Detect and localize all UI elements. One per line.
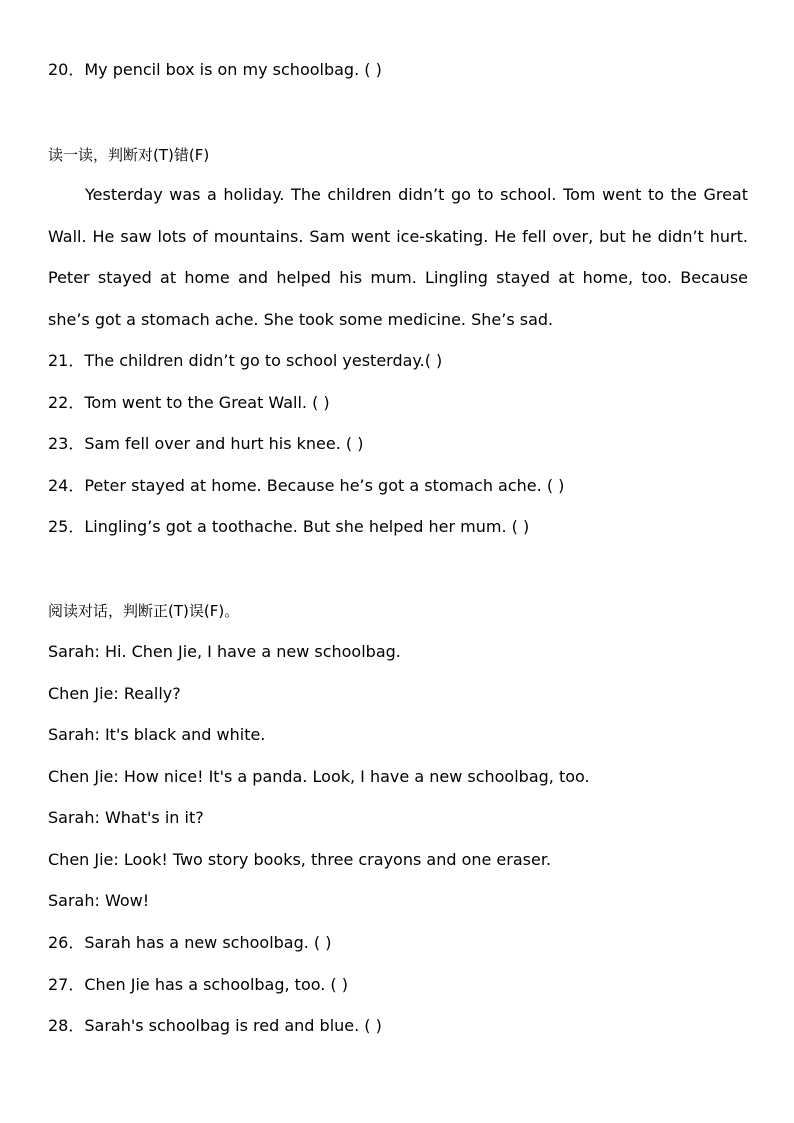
- dialogue-line: Sarah: Hi. Chen Jie, I have a new schoolbag.: [48, 642, 401, 661]
- dialogue-line: Chen Jie: Look! Two story books, three crayons and one eraser.: [48, 850, 552, 869]
- question-25: 25．Lingling’s got a toothache. But she helped her mum. ( ): [48, 517, 530, 536]
- question-22: 22．Tom went to the Great Wall. ( ): [48, 393, 330, 412]
- question-28: 28．Sarah's schoolbag is red and blue. ( ): [48, 1016, 382, 1035]
- question-23: 23．Sam fell over and hurt his knee. ( ): [48, 434, 364, 453]
- section-2-instruction: 阅读对话，判断正(T)误(F)。: [48, 602, 240, 620]
- dialogue-line: Sarah: What's in it?: [48, 808, 204, 827]
- question-27: 27．Chen Jie has a schoolbag, too. ( ): [48, 975, 348, 994]
- dialogue-line: Chen Jie: How nice! It's a panda. Look, I have a new schoolbag, too.: [48, 767, 590, 786]
- section-1-instruction: 读一读，判断对(T)错(F): [48, 146, 210, 164]
- dialogue-line: Sarah: Wow!: [48, 891, 150, 910]
- question-24: 24．Peter stayed at home. Because he’s got a stomach ache. ( ): [48, 476, 565, 495]
- reading-passage: Yesterday was a holiday. The children didn’t go to school. Tom went to the Great Wall. He saw lots of mountains. Sam went ice-skating. He fell over, but he didn’t hurt. Peter stayed at home and helped his mum. Lingling stayed at home, too. Because she’s got a stomach ache. She took some medicine. She’s sad.: [48, 185, 748, 329]
- dialogue-line: Sarah: It's black and white.: [48, 725, 266, 744]
- question-20: 20．My pencil box is on my schoolbag. ( ): [48, 60, 382, 79]
- dialogue-line: Chen Jie: Really?: [48, 684, 181, 703]
- question-21: 21．The children didn’t go to school yesterday.( ): [48, 351, 443, 370]
- question-26: 26．Sarah has a new schoolbag. ( ): [48, 933, 332, 952]
